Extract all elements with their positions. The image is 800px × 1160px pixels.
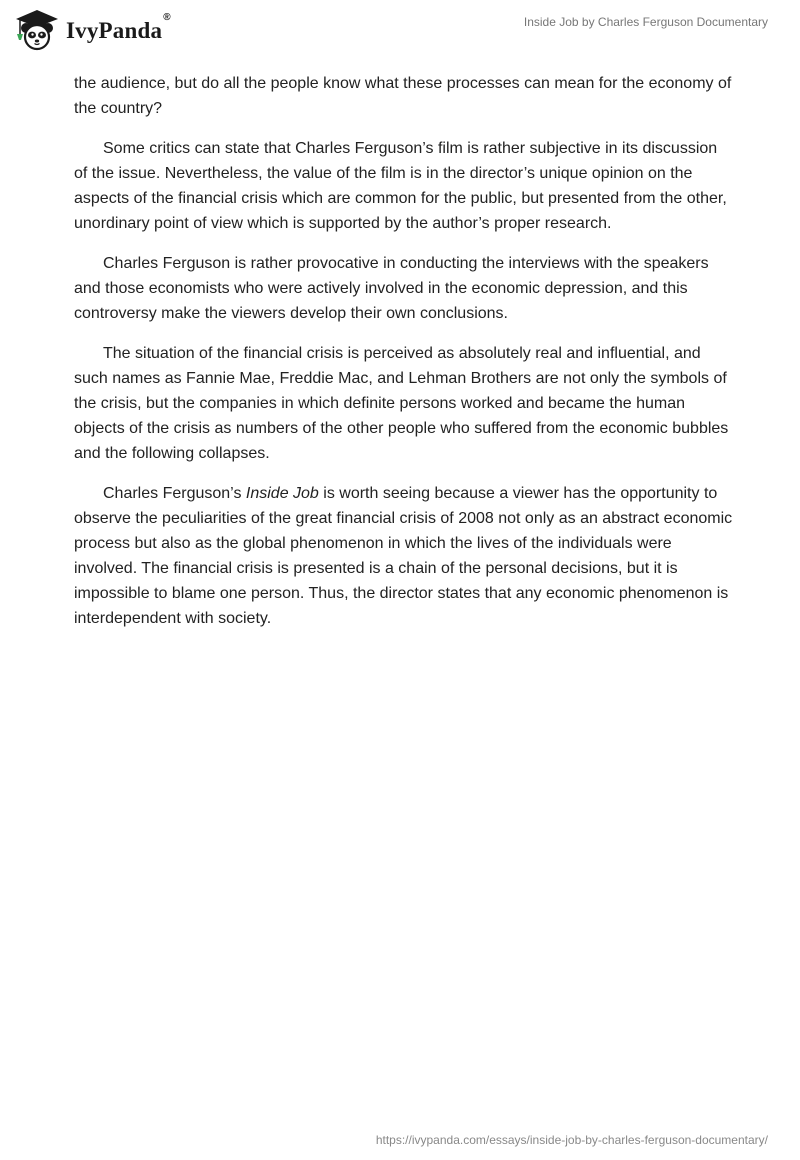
film-title: Inside Job (245, 485, 319, 502)
panda-graduate-icon (14, 8, 60, 52)
paragraph: Charles Ferguson is rather provocative in conducting the interviews with the speakers and those economists who were actively involved in the economic depression, and this controversy make the viewers develop their own conclusions. (74, 255, 709, 322)
document-title: Inside Job by Charles Ferguson Documentary (523, 15, 768, 29)
essay-body (74, 71, 734, 646)
source-url[interactable]: https://ivypanda.com/essays/inside-job-by-charles-ferguson-documentary/ (375, 1133, 768, 1147)
paragraph: the audience, but do all the people know what these processes can mean for the economy of the country? (74, 75, 732, 117)
paragraph: Some critics can state that Charles Ferguson’s film is rather subjective in its discussion of the issue. Nevertheless, the value of the film is in the director’s unique opinion on the aspects of the financial crisis which are common for the public, but presented from the other, unordinary point of view which is supported by the author’s proper research. (74, 140, 727, 232)
registered-mark: ® (163, 12, 171, 23)
logo-wordmark: IvyPanda® (66, 12, 171, 43)
paragraph: The situation of the financial crisis is perceived as absolutely real and influential, and such names as Fannie Mae, Freddie Mac, and Lehman Brothers are not only the symbols of the crisis, but the companies in which definite persons worked and became the human objects of the crisis as numbers of the other people who suffered from the economic bubbles and the following collapses. (74, 345, 729, 462)
ivypanda-logo[interactable] (14, 8, 171, 52)
paragraph (74, 481, 734, 631)
paragraph-text: is worth seeing because a viewer has the opportunity to observe the peculiarities of the great financial crisis of 2008 not only as an abstract economic process but also as the global phenomenon in which the lives of the individuals were involved. The financial crisis is presented is a chain of the personal decisions, but it is impossible to blame one person. Thus, the director states that any economic phenomenon is interdependent with society. (74, 485, 733, 627)
paragraph-text: Charles Ferguson’s (103, 485, 246, 502)
page-header (0, 0, 800, 70)
